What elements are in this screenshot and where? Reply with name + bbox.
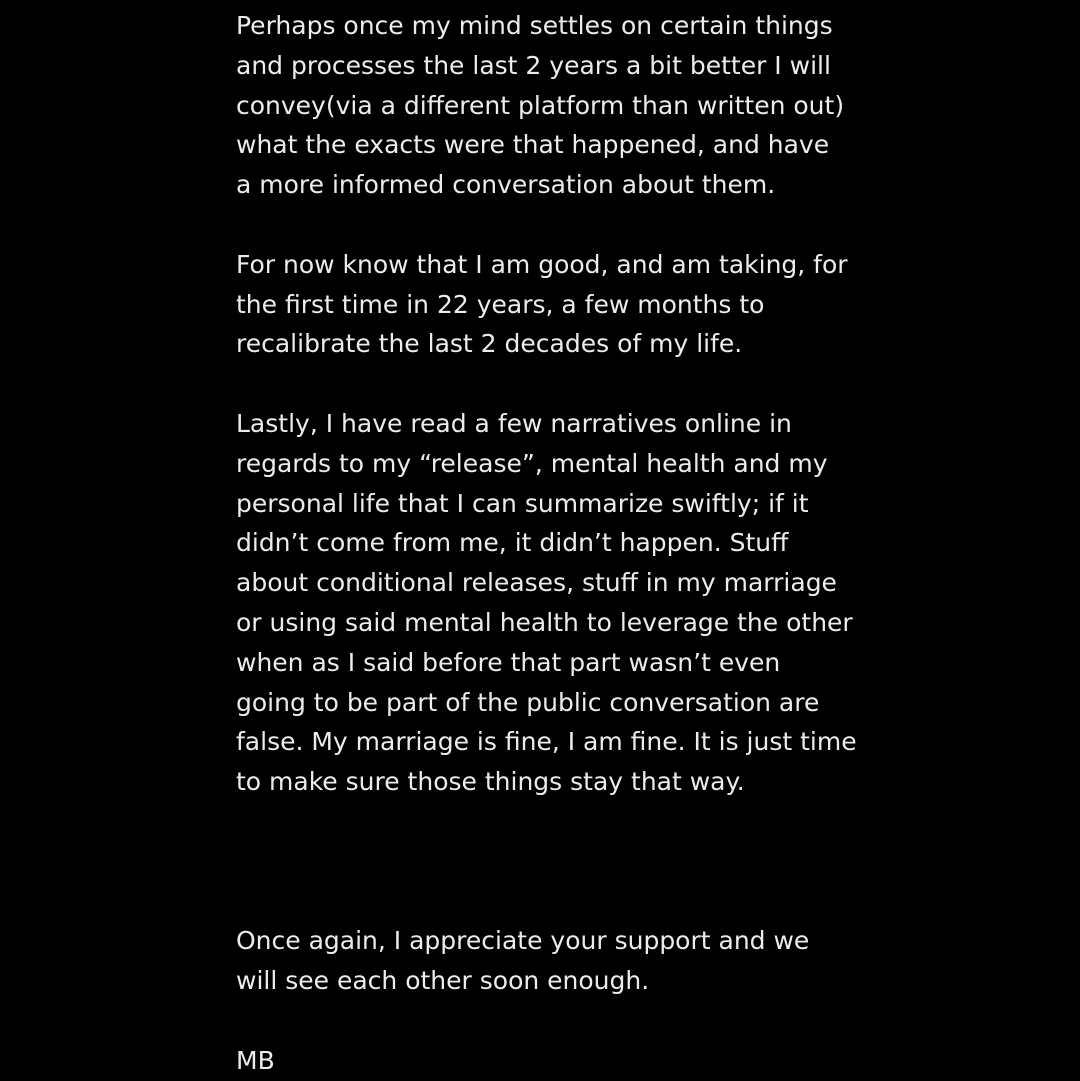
paragraph-spacer [236,205,856,245]
paragraph-3 [236,404,856,802]
text-line: when as I said before that part wasn’t even [236,647,781,677]
text-line: and processes the last 2 years a bit better I will [236,50,831,80]
paragraph-2 [236,245,856,364]
text-line: Once again, I appreciate your support and we [236,926,810,956]
text-line: going to be part of the public conversation are [236,687,820,717]
text-line: convey(via a different platform than written out) [236,90,845,120]
paragraph-spacer [236,1001,856,1041]
text-line: Perhaps once my mind settles on certain things [236,11,833,40]
paragraph-4 [236,921,856,1001]
text-line: to make sure those things stay that way. [236,767,745,797]
text-line: regards to my “release”, mental health and my [236,448,828,478]
text-line: will see each other soon enough. [236,966,650,996]
text-line: about conditional releases, stuff in my marriage [236,568,837,598]
paragraph-spacer [236,802,856,842]
note-body [236,6,856,1081]
text-line: the first time in 22 years, a few months to [236,289,765,319]
paragraph-spacer [236,882,856,922]
signature: MB [236,1045,275,1075]
text-line: a more informed conversation about them. [236,170,776,200]
text-line: For now know that I am good, and am taking, for [236,249,848,279]
text-line: recalibrate the last 2 decades of my life. [236,329,743,359]
paragraph-spacer [236,842,856,882]
paragraph-1 [236,6,856,205]
text-line: personal life that I can summarize swiftly; if it [236,488,809,518]
text-line: what the exacts were that happened, and have [236,130,830,160]
text-line: false. My marriage is fine, I am fine. It is just time [236,727,857,757]
text-line: didn’t come from me, it didn’t happen. Stuff [236,528,789,558]
paragraph-spacer [236,364,856,404]
text-line: Lastly, I have read a few narratives online in [236,408,792,438]
text-line: or using said mental health to leverage the other [236,607,853,637]
